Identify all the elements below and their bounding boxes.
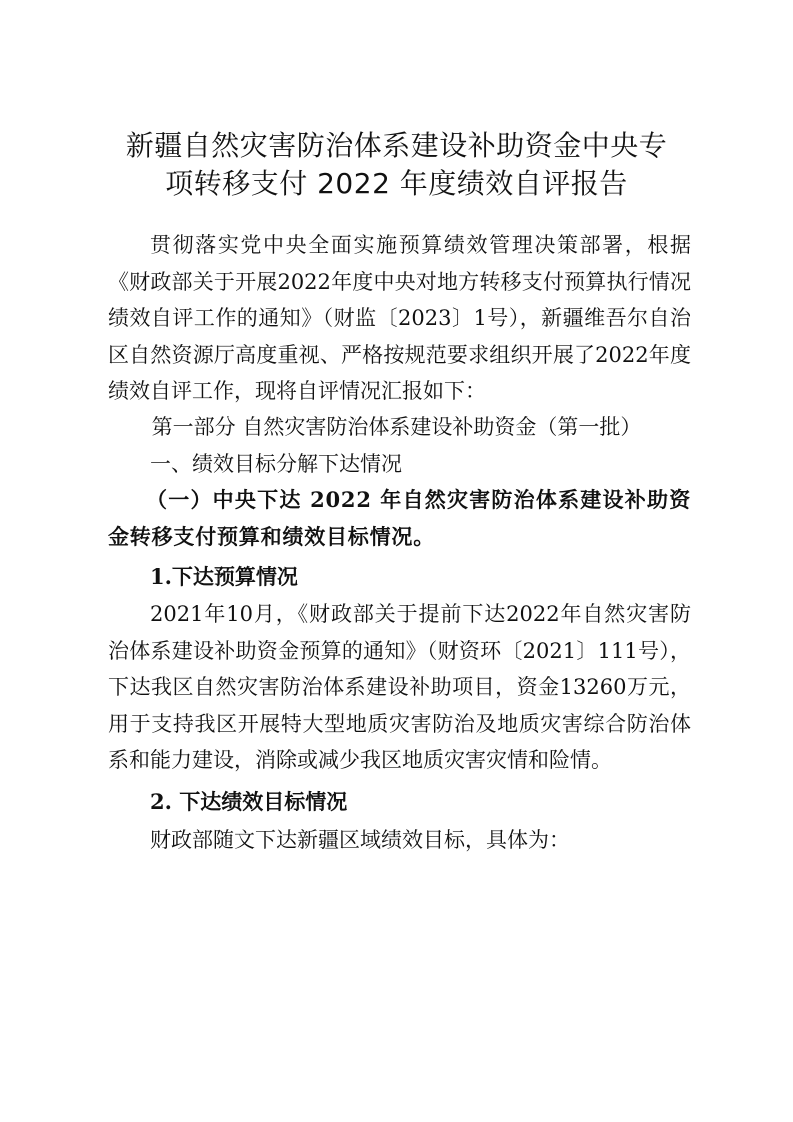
item-1-heading: 1.下达预算情况 — [150, 564, 298, 589]
item-2-heading: 2. 下达绩效目标情况 — [150, 789, 348, 814]
subsection-heading: （一）中央下达 2022 年自然灾害防治体系建设补助资金转移支付预算和绩效目标情况。 — [108, 487, 691, 549]
budget-paragraph: 2021年10月，《财政部关于提前下达2022年自然灾害防治体系建设补助资金预算的通知》（财资环〔2021〕111号），下达我区自然灾害防治体系建设补助项目，资金13260万元，用于支持我区开展特大型地质灾害防治及地质灾害综合防治体系和能力建设，消除或减少我区地质灾害灾情和险情。 — [108, 602, 691, 772]
section-heading: 一、绩效目标分解下达情况 — [150, 452, 402, 476]
targets-paragraph: 财政部随文下达新疆区域绩效目标，具体为： — [150, 828, 570, 852]
part-heading: 第一部分 自然灾害防治体系建设补助资金（第一批） — [151, 415, 642, 439]
report-title-line-2: 项转移支付 2022 年度绩效自评报告 — [165, 166, 628, 200]
intro-paragraph: 贯彻落实党中央全面实施预算绩效管理决策部署，根据《财政部关于开展2022年度中央对地方转移支付预算执行情况绩效自评工作的通知》（财监〔2023〕1号），新疆维吾尔自治区自然资源厅高度重视、严格按规范要求组织开展了2022年度绩效自评工作，现将自评情况汇报如下： — [108, 233, 691, 403]
report-title-line-1: 新疆自然灾害防治体系建设补助资金中央专 — [125, 128, 668, 162]
